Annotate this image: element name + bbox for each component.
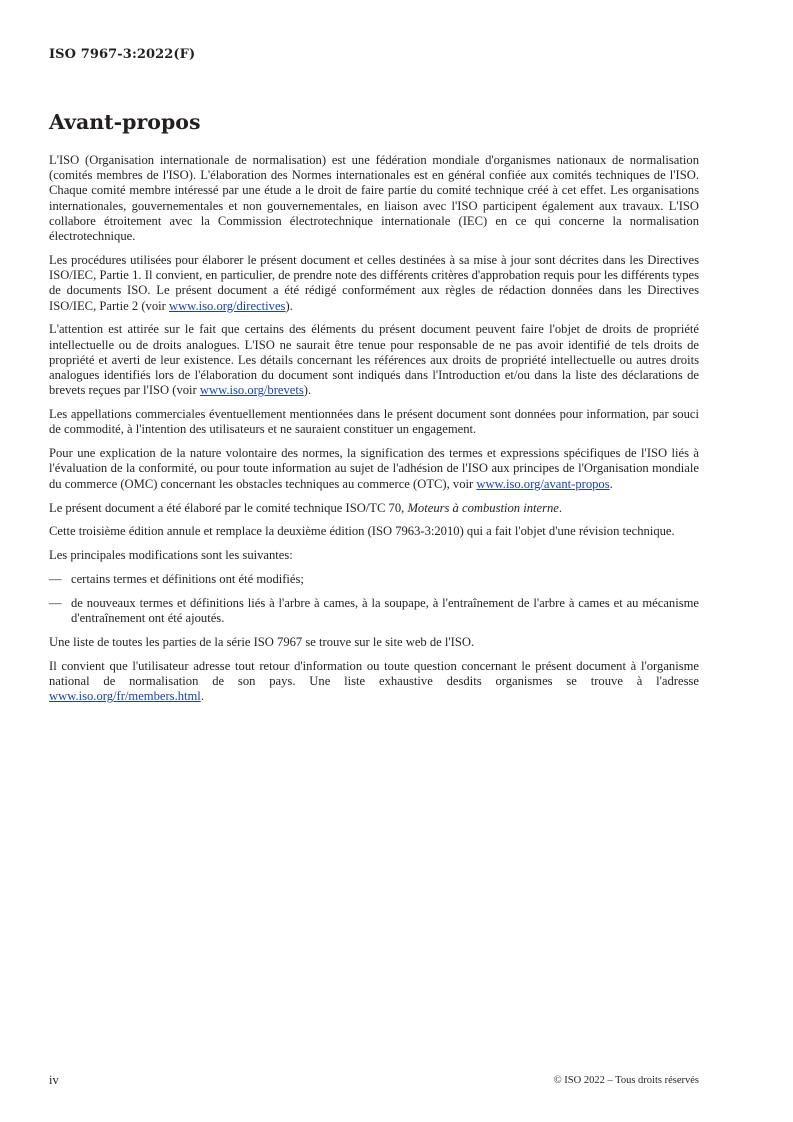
paragraph-edition: Cette troisième édition annule et remplace la deuxième édition (ISO 7963-3:2010) qui a fait l'objet d'une révision technique.: [49, 524, 675, 539]
paragraph-text: Pour une explication de la nature volontaire des normes, la signification des termes et expressions spécifiques de l'ISO liés à l'évaluation de la conformité, ou pour toute information au sujet de l'adhésion de l'ISO aux principes de l'Organisation mondiale du commerce (OMC) concernant les obstacles techniques au commerce (OTC), voir: [49, 446, 699, 491]
paragraph-trade-names: Les appellations commerciales éventuellement mentionnées dans le présent document sont données pour information, par souci de commodité, à l'intention des utilisateurs et ne sauraient constituer un engagement.: [49, 407, 699, 437]
list-item: [49, 596, 699, 626]
paragraph-voluntary-nature: [49, 446, 699, 492]
link-avant-propos[interactable]: www.iso.org/avant-propos: [476, 476, 610, 491]
page-number: iv: [49, 1073, 59, 1087]
paragraph-iso-intro: L'ISO (Organisation internationale de normalisation) est une fédération mondiale d'organismes nationaux de normalisation (comités membres de l'ISO). L'élaboration des Normes internationales est en général confiée aux comités techniques de l'ISO. Chaque comité membre intéressé par une étude a le droit de faire partie du comité technique créé à cet effet. Les organisations internationales, gouvernementales et non gouvernementales, en liaison avec l'ISO participent également aux travaux. L'ISO collabore étroitement avec la Commission électrotechnique internationale (IEC) en ce qui concerne la normalisation électrotechnique.: [49, 153, 699, 244]
paragraph-text: .: [558, 500, 563, 515]
paragraph-text: Les procédures utilisées pour élaborer le présent document et celles destinées à sa mise à jour sont décrites dans les Directives ISO/IEC, Partie 1. Il convient, en particulier, de prendre note des différents critères d'approbation requis pour les différents types de documents ISO. Le présent document a été rédigé conformément aux règles de rédaction données dans les Directives ISO/IEC, Partie 2 (voir: [49, 252, 699, 313]
section-title: Avant-propos: [49, 110, 201, 134]
paragraph-procedures: [49, 253, 699, 314]
paragraph-series: Une liste de toutes les parties de la série ISO 7967 se trouve sur le site web de l'ISO.: [49, 635, 475, 650]
paragraph-text: ).: [285, 298, 293, 313]
copyright-notice: © ISO 2022 – Tous droits réservés: [553, 1075, 699, 1086]
list-item-text: certains termes et définitions ont été modifiés;: [71, 572, 304, 587]
paragraph-text: .: [200, 689, 204, 704]
paragraph-committee: [49, 501, 699, 516]
foreword-body: [49, 153, 699, 713]
paragraph-feedback: [49, 659, 699, 705]
document-id: ISO 7967-3:2022(F): [49, 47, 196, 62]
paragraph-changes-intro: Les principales modifications sont les suivantes:: [49, 548, 293, 563]
link-directives[interactable]: www.iso.org/directives: [168, 298, 286, 313]
dash-bullet-icon: —: [49, 572, 62, 587]
paragraph-text: Il convient que l'utilisateur adresse tout retour d'information ou toute question concernant le présent document à l'organisme national de normalisation de son pays. Une liste exhaustive desdits organismes se trouve à l'adresse: [49, 659, 699, 689]
paragraph-patents: [49, 322, 699, 398]
paragraph-text: .: [609, 476, 613, 491]
committee-title: Moteurs à combustion interne: [407, 500, 559, 515]
list-item-text: de nouveaux termes et définitions liés à l'arbre à cames, à la soupape, à l'entraînement de l'arbre à cames et au mécanisme d'entraînement ont été ajoutés.: [71, 596, 699, 626]
link-members[interactable]: www.iso.org/fr/members.html: [49, 689, 201, 704]
link-brevets[interactable]: www.iso.org/brevets: [199, 383, 304, 398]
paragraph-text: ).: [303, 383, 312, 398]
list-item: [49, 572, 699, 587]
dash-bullet-icon: —: [49, 596, 62, 611]
paragraph-text: L'attention est attirée sur le fait que certains des éléments du présent document peuvent faire l'objet de droits de propriété intellectuelle ou de droits analogues. L'ISO ne saurait être tenue pour responsable de ne pas avoir identifié de tels droits de propriété et averti de leur existence. Les détails concernant les références aux droits de propriété intellectuelle ou autres droits analogues identifiés lors de l'élaboration du document sont indiqués dans l'Introduction et/ou dans la liste des déclarations de brevets reçues par l'ISO (voir: [49, 322, 699, 398]
paragraph-text: Le présent document a été élaboré par le comité technique ISO/TC 70,: [49, 500, 408, 515]
